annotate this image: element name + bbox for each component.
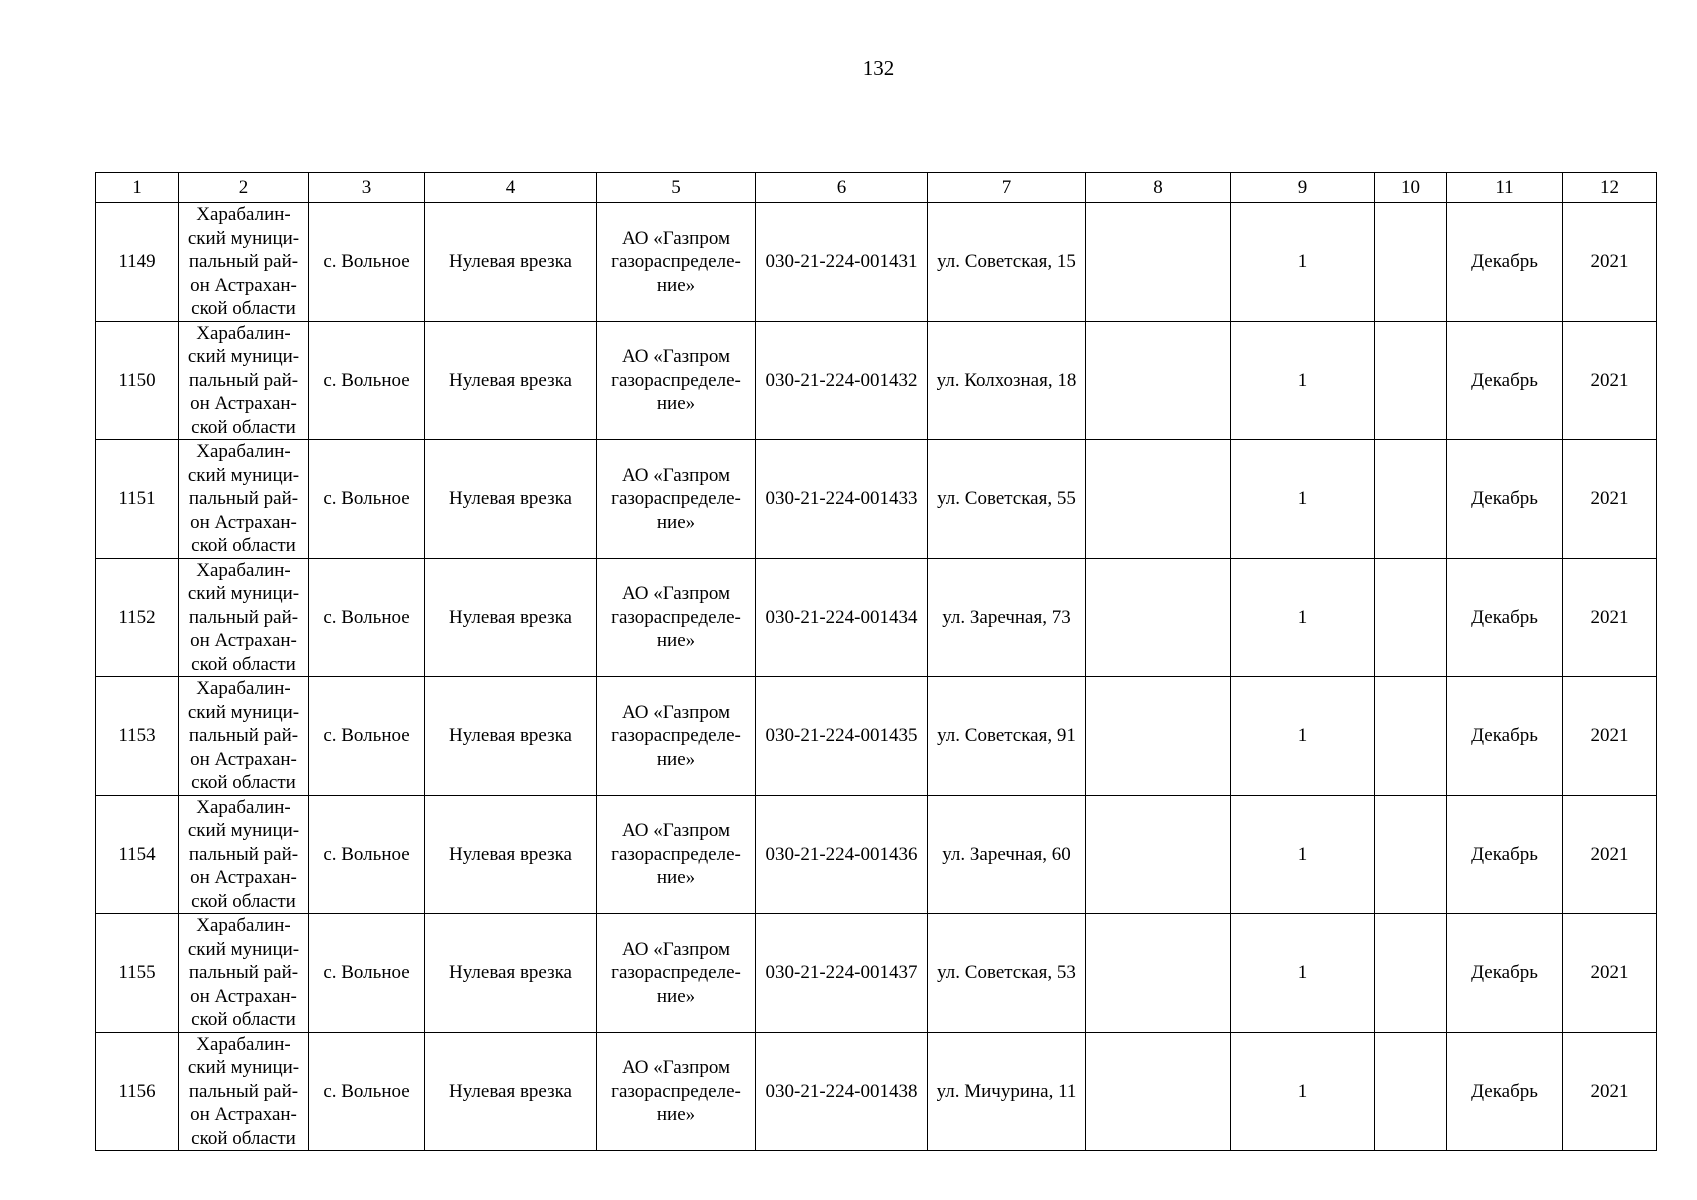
organization-line: газораспределе- [611, 725, 741, 746]
settlement-cell: с. Вольное [309, 677, 425, 796]
column-header-11: 11 [1447, 173, 1563, 203]
work-type-cell: Нулевая врезка [425, 321, 597, 440]
municipality-line: он Астрахан- [190, 748, 297, 770]
municipality-line: ский муници- [187, 346, 300, 367]
organization-line: газораспределе- [611, 488, 741, 509]
organization-cell [597, 914, 756, 1033]
organization-cell [597, 677, 756, 796]
municipality-line: ской области [191, 298, 296, 319]
municipality-line: ский муници- [187, 464, 300, 486]
address-cell: ул. Советская, 91 [928, 677, 1086, 796]
municipality-cell [179, 440, 309, 559]
organization-cell [597, 558, 756, 677]
municipality-line: Харабалин- [196, 915, 291, 936]
year-cell: 2021 [1563, 440, 1657, 559]
organization-line: ние» [656, 274, 696, 296]
municipality-line: ской области [191, 1009, 296, 1030]
municipality-line: пальный рай- [188, 1080, 299, 1102]
table-row [96, 1032, 1657, 1151]
column-8-cell [1086, 203, 1231, 322]
municipality-line: Харабалин- [196, 796, 291, 818]
municipality-line: пальный рай- [188, 251, 299, 272]
column-8-cell [1086, 795, 1231, 914]
settlement-cell: с. Вольное [309, 558, 425, 677]
municipality-line: ской области [191, 1127, 296, 1149]
column-10-cell [1375, 203, 1447, 322]
address-cell: ул. Заречная, 73 [928, 558, 1086, 677]
organization-line: газораспределе- [611, 606, 741, 628]
work-type-cell: Нулевая врезка [425, 440, 597, 559]
organization-line: АО «Газпром [621, 938, 731, 960]
settlement-cell: с. Вольное [309, 440, 425, 559]
municipality-line: ский муници- [187, 938, 300, 960]
settlement-cell: с. Вольное [309, 321, 425, 440]
year-cell: 2021 [1563, 203, 1657, 322]
municipality-line: пальный рай- [188, 843, 299, 865]
municipality-line: Харабалин- [196, 204, 291, 225]
municipality-line: ский муници- [187, 820, 300, 841]
month-cell: Декабрь [1447, 914, 1563, 1033]
object-code-cell: 030-21-224-001436 [756, 795, 928, 914]
month-cell: Декабрь [1447, 321, 1563, 440]
organization-line: АО «Газпром [621, 701, 731, 723]
year-cell: 2021 [1563, 914, 1657, 1033]
municipality-cell [179, 1032, 309, 1151]
row-number-cell: 1151 [96, 440, 179, 559]
quantity-cell: 1 [1231, 914, 1375, 1033]
address-cell: ул. Советская, 55 [928, 440, 1086, 559]
organization-line: ние» [656, 748, 696, 770]
organization-cell [597, 795, 756, 914]
quantity-cell: 1 [1231, 677, 1375, 796]
municipality-cell [179, 203, 309, 322]
organization-line: АО «Газпром [621, 227, 731, 249]
year-cell: 2021 [1563, 677, 1657, 796]
column-10-cell [1375, 914, 1447, 1033]
object-code-cell: 030-21-224-001431 [756, 203, 928, 322]
organization-line: АО «Газпром [621, 346, 731, 367]
month-cell: Декабрь [1447, 1032, 1563, 1151]
object-code-cell: 030-21-224-001432 [756, 321, 928, 440]
table-row [96, 203, 1657, 322]
organization-cell [597, 440, 756, 559]
municipality-line: ской области [191, 535, 296, 556]
address-cell: ул. Советская, 53 [928, 914, 1086, 1033]
work-type-cell: Нулевая врезка [425, 914, 597, 1033]
municipality-cell [179, 558, 309, 677]
organization-line: ние» [656, 630, 696, 651]
row-number-cell: 1154 [96, 795, 179, 914]
table-row [96, 440, 1657, 559]
column-10-cell [1375, 1032, 1447, 1151]
organization-line: АО «Газпром [621, 583, 731, 604]
address-cell: ул. Мичурина, 11 [928, 1032, 1086, 1151]
organization-line: ние» [656, 867, 696, 888]
column-header-7: 7 [928, 173, 1086, 203]
work-type-cell: Нулевая врезка [425, 1032, 597, 1151]
municipality-line: Харабалин- [196, 559, 291, 581]
column-8-cell [1086, 440, 1231, 559]
column-header-8: 8 [1086, 173, 1231, 203]
quantity-cell: 1 [1231, 203, 1375, 322]
page-number: 132 [862, 56, 895, 80]
table-row [96, 914, 1657, 1033]
table-row [96, 321, 1657, 440]
municipality-line: Харабалин- [196, 441, 291, 462]
column-header-3: 3 [309, 173, 425, 203]
municipality-line: ский муници- [187, 1057, 300, 1078]
table-row [96, 558, 1657, 677]
municipality-line: он Астрахан- [190, 393, 297, 414]
object-code-cell: 030-21-224-001438 [756, 1032, 928, 1151]
month-cell: Декабрь [1447, 677, 1563, 796]
organization-line: газораспределе- [611, 251, 741, 272]
municipality-line: он Астрахан- [190, 274, 297, 296]
settlement-cell: с. Вольное [309, 1032, 425, 1151]
column-header-4: 4 [425, 173, 597, 203]
object-code-cell: 030-21-224-001433 [756, 440, 928, 559]
municipality-line: он Астрахан- [190, 511, 297, 533]
municipality-line: ский муници- [187, 227, 300, 249]
organization-line: АО «Газпром [621, 464, 731, 486]
column-header-1: 1 [96, 173, 179, 203]
organization-line: ние» [656, 1104, 696, 1125]
column-10-cell [1375, 321, 1447, 440]
municipality-line: пальный рай- [188, 369, 299, 391]
municipality-line: он Астрахан- [190, 985, 297, 1007]
organization-line: газораспределе- [611, 1080, 741, 1102]
organization-line: газораспределе- [611, 369, 741, 391]
municipality-line: он Астрахан- [190, 1104, 297, 1125]
municipality-line: пальный рай- [188, 488, 299, 509]
organization-line: газораспределе- [611, 843, 741, 865]
organization-line: АО «Газпром [621, 1057, 731, 1078]
row-number-cell: 1149 [96, 203, 179, 322]
year-cell: 2021 [1563, 1032, 1657, 1151]
month-cell: Декабрь [1447, 203, 1563, 322]
month-cell: Декабрь [1447, 795, 1563, 914]
table-body [96, 203, 1657, 1151]
column-header-6: 6 [756, 173, 928, 203]
column-header-10: 10 [1375, 173, 1447, 203]
municipality-line: ской области [191, 890, 296, 912]
municipality-cell [179, 795, 309, 914]
row-number-cell: 1152 [96, 558, 179, 677]
municipality-line: он Астрахан- [190, 630, 297, 651]
address-cell: ул. Советская, 15 [928, 203, 1086, 322]
municipality-cell [179, 677, 309, 796]
quantity-cell: 1 [1231, 795, 1375, 914]
municipality-line: пальный рай- [188, 606, 299, 628]
municipality-line: ской области [191, 416, 296, 438]
organization-cell [597, 321, 756, 440]
work-type-cell: Нулевая врезка [425, 677, 597, 796]
quantity-cell: 1 [1231, 1032, 1375, 1151]
column-8-cell [1086, 677, 1231, 796]
municipality-line: Харабалин- [196, 678, 291, 699]
column-header-9: 9 [1231, 173, 1375, 203]
row-number-cell: 1153 [96, 677, 179, 796]
row-number-cell: 1156 [96, 1032, 179, 1151]
organization-line: газораспределе- [611, 962, 741, 983]
work-type-cell: Нулевая врезка [425, 203, 597, 322]
municipality-line: Харабалин- [196, 1033, 291, 1055]
column-header-2: 2 [179, 173, 309, 203]
register-table [95, 172, 1657, 1151]
object-code-cell: 030-21-224-001437 [756, 914, 928, 1033]
month-cell: Декабрь [1447, 558, 1563, 677]
municipality-line: он Астрахан- [190, 867, 297, 888]
year-cell: 2021 [1563, 795, 1657, 914]
work-type-cell: Нулевая врезка [425, 795, 597, 914]
settlement-cell: с. Вольное [309, 795, 425, 914]
quantity-cell: 1 [1231, 558, 1375, 677]
column-8-cell [1086, 914, 1231, 1033]
table-row [96, 795, 1657, 914]
year-cell: 2021 [1563, 321, 1657, 440]
settlement-cell: с. Вольное [309, 203, 425, 322]
column-10-cell [1375, 795, 1447, 914]
municipality-line: ской области [191, 653, 296, 675]
municipality-cell [179, 321, 309, 440]
column-10-cell [1375, 558, 1447, 677]
column-header-5: 5 [597, 173, 756, 203]
organization-line: АО «Газпром [621, 820, 731, 841]
table-header [96, 173, 1657, 203]
column-8-cell [1086, 321, 1231, 440]
organization-line: ние» [656, 511, 696, 533]
municipality-line: ской области [191, 772, 296, 793]
column-8-cell [1086, 558, 1231, 677]
organization-line: ние» [656, 985, 696, 1007]
column-10-cell [1375, 440, 1447, 559]
year-cell: 2021 [1563, 558, 1657, 677]
quantity-cell: 1 [1231, 440, 1375, 559]
object-code-cell: 030-21-224-001434 [756, 558, 928, 677]
column-8-cell [1086, 1032, 1231, 1151]
municipality-line: пальный рай- [188, 725, 299, 746]
work-type-cell: Нулевая врезка [425, 558, 597, 677]
organization-line: ние» [656, 393, 696, 414]
month-cell: Декабрь [1447, 440, 1563, 559]
organization-cell [597, 203, 756, 322]
quantity-cell: 1 [1231, 321, 1375, 440]
settlement-cell: с. Вольное [309, 914, 425, 1033]
address-cell: ул. Заречная, 60 [928, 795, 1086, 914]
municipality-line: ский муници- [187, 701, 300, 723]
row-number-cell: 1150 [96, 321, 179, 440]
municipality-line: ский муници- [187, 583, 300, 604]
address-cell: ул. Колхозная, 18 [928, 321, 1086, 440]
municipality-line: пальный рай- [188, 962, 299, 983]
organization-cell [597, 1032, 756, 1151]
table-row [96, 677, 1657, 796]
municipality-cell [179, 914, 309, 1033]
municipality-line: Харабалин- [196, 322, 291, 344]
header-row [96, 173, 1657, 203]
column-10-cell [1375, 677, 1447, 796]
column-header-12: 12 [1563, 173, 1657, 203]
object-code-cell: 030-21-224-001435 [756, 677, 928, 796]
row-number-cell: 1155 [96, 914, 179, 1033]
